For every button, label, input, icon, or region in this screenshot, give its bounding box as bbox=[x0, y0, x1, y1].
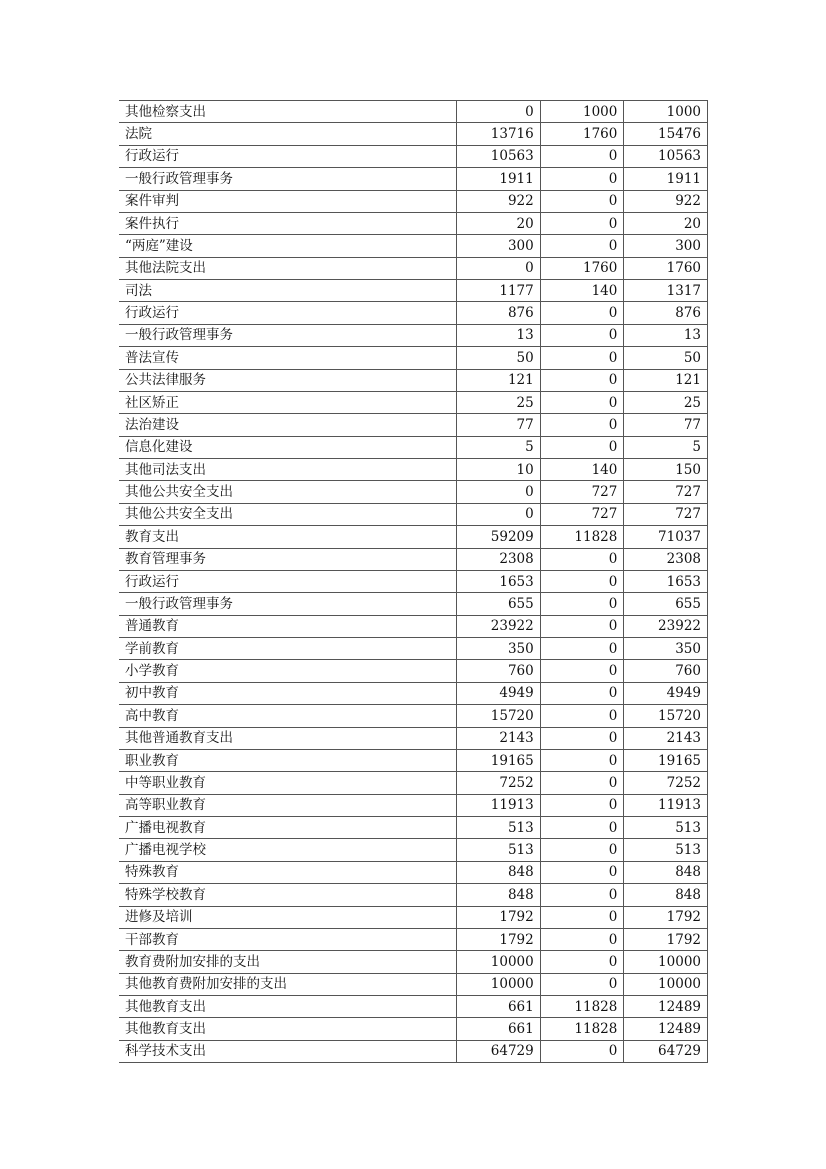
row-value-1-cell: 13 bbox=[457, 324, 541, 346]
row-value-2-cell: 0 bbox=[540, 951, 624, 973]
row-value-1-cell: 760 bbox=[457, 660, 541, 682]
row-value-2-cell: 0 bbox=[540, 928, 624, 950]
row-value-3-cell: 71037 bbox=[624, 526, 708, 548]
row-name-cell: 法院 bbox=[119, 123, 457, 145]
table-row bbox=[119, 996, 708, 1018]
row-value-1-cell: 661 bbox=[457, 996, 541, 1018]
table-row bbox=[119, 257, 708, 279]
table-row bbox=[119, 727, 708, 749]
row-value-2-cell: 0 bbox=[540, 145, 624, 167]
row-value-1-cell: 513 bbox=[457, 839, 541, 861]
row-value-2-cell: 11828 bbox=[540, 996, 624, 1018]
table-row bbox=[119, 436, 708, 458]
row-name-cell: 高等职业教育 bbox=[119, 794, 457, 816]
row-value-2-cell: 1000 bbox=[540, 101, 624, 123]
row-name-cell: 特殊教育 bbox=[119, 861, 457, 883]
row-value-2-cell: 0 bbox=[540, 212, 624, 234]
row-value-1-cell: 513 bbox=[457, 817, 541, 839]
row-value-3-cell: 1911 bbox=[624, 168, 708, 190]
row-value-3-cell: 121 bbox=[624, 369, 708, 391]
row-value-3-cell: 19165 bbox=[624, 749, 708, 771]
row-name-cell: 学前教育 bbox=[119, 638, 457, 660]
row-name-cell: 司法 bbox=[119, 280, 457, 302]
row-value-3-cell: 15720 bbox=[624, 705, 708, 727]
row-value-2-cell: 0 bbox=[540, 749, 624, 771]
row-value-3-cell: 848 bbox=[624, 884, 708, 906]
table-row bbox=[119, 190, 708, 212]
row-value-3-cell: 655 bbox=[624, 593, 708, 615]
table-row bbox=[119, 951, 708, 973]
row-value-1-cell: 121 bbox=[457, 369, 541, 391]
row-value-1-cell: 77 bbox=[457, 414, 541, 436]
table-row bbox=[119, 772, 708, 794]
row-value-2-cell: 0 bbox=[540, 705, 624, 727]
row-value-2-cell: 0 bbox=[540, 615, 624, 637]
row-value-2-cell: 1760 bbox=[540, 123, 624, 145]
row-value-3-cell: 876 bbox=[624, 302, 708, 324]
row-value-3-cell: 150 bbox=[624, 459, 708, 481]
table-row bbox=[119, 347, 708, 369]
table-row bbox=[119, 235, 708, 257]
row-name-cell: 信息化建设 bbox=[119, 436, 457, 458]
table-row bbox=[119, 839, 708, 861]
table-row bbox=[119, 817, 708, 839]
budget-table-body bbox=[119, 101, 708, 1063]
table-row bbox=[119, 145, 708, 167]
table-row bbox=[119, 570, 708, 592]
table-row bbox=[119, 884, 708, 906]
row-value-3-cell: 15476 bbox=[624, 123, 708, 145]
table-row bbox=[119, 280, 708, 302]
row-value-1-cell: 848 bbox=[457, 884, 541, 906]
budget-table bbox=[119, 100, 708, 1063]
row-value-3-cell: 1792 bbox=[624, 906, 708, 928]
table-row bbox=[119, 638, 708, 660]
row-value-3-cell: 727 bbox=[624, 481, 708, 503]
row-value-3-cell: 1317 bbox=[624, 280, 708, 302]
row-value-2-cell: 140 bbox=[540, 459, 624, 481]
row-value-2-cell: 0 bbox=[540, 302, 624, 324]
table-row bbox=[119, 705, 708, 727]
table-row bbox=[119, 302, 708, 324]
row-value-1-cell: 5 bbox=[457, 436, 541, 458]
row-value-3-cell: 5 bbox=[624, 436, 708, 458]
row-name-cell: 小学教育 bbox=[119, 660, 457, 682]
row-value-1-cell: 23922 bbox=[457, 615, 541, 637]
row-name-cell: 普通教育 bbox=[119, 615, 457, 637]
row-name-cell: 行政运行 bbox=[119, 145, 457, 167]
row-name-cell: 一般行政管理事务 bbox=[119, 593, 457, 615]
row-value-3-cell: 20 bbox=[624, 212, 708, 234]
row-value-1-cell: 0 bbox=[457, 481, 541, 503]
row-value-2-cell: 0 bbox=[540, 973, 624, 995]
row-value-2-cell: 0 bbox=[540, 660, 624, 682]
table-row bbox=[119, 682, 708, 704]
table-row bbox=[119, 324, 708, 346]
row-value-1-cell: 1911 bbox=[457, 168, 541, 190]
row-name-cell: 社区矫正 bbox=[119, 391, 457, 413]
row-value-1-cell: 1792 bbox=[457, 906, 541, 928]
row-value-2-cell: 11828 bbox=[540, 526, 624, 548]
row-value-1-cell: 300 bbox=[457, 235, 541, 257]
row-value-2-cell: 0 bbox=[540, 391, 624, 413]
row-value-1-cell: 10563 bbox=[457, 145, 541, 167]
row-value-2-cell: 0 bbox=[540, 682, 624, 704]
row-value-3-cell: 2143 bbox=[624, 727, 708, 749]
table-row bbox=[119, 615, 708, 637]
table-row bbox=[119, 928, 708, 950]
row-name-cell: 其他教育支出 bbox=[119, 1018, 457, 1040]
row-value-1-cell: 10000 bbox=[457, 951, 541, 973]
row-value-1-cell: 20 bbox=[457, 212, 541, 234]
table-row bbox=[119, 861, 708, 883]
row-value-2-cell: 0 bbox=[540, 861, 624, 883]
row-value-1-cell: 0 bbox=[457, 503, 541, 525]
row-name-cell: “两庭”建设 bbox=[119, 235, 457, 257]
row-name-cell: 案件审判 bbox=[119, 190, 457, 212]
row-name-cell: 教育支出 bbox=[119, 526, 457, 548]
row-name-cell: 其他普通教育支出 bbox=[119, 727, 457, 749]
row-value-2-cell: 0 bbox=[540, 570, 624, 592]
row-value-1-cell: 655 bbox=[457, 593, 541, 615]
row-name-cell: 特殊学校教育 bbox=[119, 884, 457, 906]
row-value-3-cell: 350 bbox=[624, 638, 708, 660]
row-value-3-cell: 513 bbox=[624, 817, 708, 839]
row-value-1-cell: 19165 bbox=[457, 749, 541, 771]
row-name-cell: 行政运行 bbox=[119, 570, 457, 592]
table-row bbox=[119, 548, 708, 570]
table-row bbox=[119, 459, 708, 481]
row-value-3-cell: 1792 bbox=[624, 928, 708, 950]
row-name-cell: 初中教育 bbox=[119, 682, 457, 704]
table-row bbox=[119, 973, 708, 995]
row-name-cell: 高中教育 bbox=[119, 705, 457, 727]
row-name-cell: 其他检察支出 bbox=[119, 101, 457, 123]
row-value-3-cell: 1000 bbox=[624, 101, 708, 123]
row-name-cell: 其他教育费附加安排的支出 bbox=[119, 973, 457, 995]
row-value-1-cell: 4949 bbox=[457, 682, 541, 704]
row-value-1-cell: 876 bbox=[457, 302, 541, 324]
row-value-2-cell: 0 bbox=[540, 1040, 624, 1062]
row-value-3-cell: 760 bbox=[624, 660, 708, 682]
table-row bbox=[119, 503, 708, 525]
table-row bbox=[119, 906, 708, 928]
row-value-1-cell: 0 bbox=[457, 101, 541, 123]
row-name-cell: 广播电视教育 bbox=[119, 817, 457, 839]
row-name-cell: 其他法院支出 bbox=[119, 257, 457, 279]
row-value-1-cell: 11913 bbox=[457, 794, 541, 816]
row-value-2-cell: 1760 bbox=[540, 257, 624, 279]
table-row bbox=[119, 526, 708, 548]
row-name-cell: 其他公共安全支出 bbox=[119, 481, 457, 503]
row-value-1-cell: 1653 bbox=[457, 570, 541, 592]
row-value-3-cell: 848 bbox=[624, 861, 708, 883]
row-value-3-cell: 4949 bbox=[624, 682, 708, 704]
row-value-1-cell: 64729 bbox=[457, 1040, 541, 1062]
row-value-2-cell: 0 bbox=[540, 414, 624, 436]
row-value-2-cell: 0 bbox=[540, 772, 624, 794]
row-name-cell: 行政运行 bbox=[119, 302, 457, 324]
table-row bbox=[119, 414, 708, 436]
row-value-1-cell: 13716 bbox=[457, 123, 541, 145]
table-row bbox=[119, 391, 708, 413]
row-value-1-cell: 10000 bbox=[457, 973, 541, 995]
row-name-cell: 中等职业教育 bbox=[119, 772, 457, 794]
row-name-cell: 普法宣传 bbox=[119, 347, 457, 369]
row-name-cell: 职业教育 bbox=[119, 749, 457, 771]
row-value-2-cell: 0 bbox=[540, 168, 624, 190]
row-value-2-cell: 0 bbox=[540, 727, 624, 749]
row-value-3-cell: 7252 bbox=[624, 772, 708, 794]
row-value-3-cell: 64729 bbox=[624, 1040, 708, 1062]
row-value-2-cell: 0 bbox=[540, 884, 624, 906]
row-value-3-cell: 25 bbox=[624, 391, 708, 413]
row-value-3-cell: 300 bbox=[624, 235, 708, 257]
row-value-2-cell: 0 bbox=[540, 839, 624, 861]
row-value-3-cell: 77 bbox=[624, 414, 708, 436]
row-value-2-cell: 0 bbox=[540, 906, 624, 928]
row-value-3-cell: 727 bbox=[624, 503, 708, 525]
table-row bbox=[119, 481, 708, 503]
table-row bbox=[119, 593, 708, 615]
row-value-2-cell: 727 bbox=[540, 481, 624, 503]
row-value-3-cell: 10000 bbox=[624, 951, 708, 973]
row-value-2-cell: 11828 bbox=[540, 1018, 624, 1040]
row-value-2-cell: 0 bbox=[540, 324, 624, 346]
row-value-1-cell: 50 bbox=[457, 347, 541, 369]
row-value-1-cell: 2143 bbox=[457, 727, 541, 749]
row-name-cell: 科学技术支出 bbox=[119, 1040, 457, 1062]
row-value-3-cell: 11913 bbox=[624, 794, 708, 816]
row-name-cell: 干部教育 bbox=[119, 928, 457, 950]
row-name-cell: 其他教育支出 bbox=[119, 996, 457, 1018]
row-name-cell: 一般行政管理事务 bbox=[119, 168, 457, 190]
row-value-2-cell: 0 bbox=[540, 190, 624, 212]
row-name-cell: 进修及培训 bbox=[119, 906, 457, 928]
row-name-cell: 法治建设 bbox=[119, 414, 457, 436]
row-value-2-cell: 0 bbox=[540, 436, 624, 458]
row-value-3-cell: 12489 bbox=[624, 1018, 708, 1040]
row-value-1-cell: 1792 bbox=[457, 928, 541, 950]
row-name-cell: 其他公共安全支出 bbox=[119, 503, 457, 525]
row-value-1-cell: 350 bbox=[457, 638, 541, 660]
row-value-3-cell: 2308 bbox=[624, 548, 708, 570]
row-value-3-cell: 1760 bbox=[624, 257, 708, 279]
row-name-cell: 案件执行 bbox=[119, 212, 457, 234]
table-row bbox=[119, 749, 708, 771]
row-value-1-cell: 2308 bbox=[457, 548, 541, 570]
row-value-3-cell: 13 bbox=[624, 324, 708, 346]
row-value-1-cell: 10 bbox=[457, 459, 541, 481]
table-row bbox=[119, 101, 708, 123]
table-row bbox=[119, 123, 708, 145]
row-value-2-cell: 0 bbox=[540, 548, 624, 570]
row-value-2-cell: 0 bbox=[540, 369, 624, 391]
row-name-cell: 广播电视学校 bbox=[119, 839, 457, 861]
row-value-3-cell: 23922 bbox=[624, 615, 708, 637]
table-row bbox=[119, 794, 708, 816]
table-row bbox=[119, 1018, 708, 1040]
row-name-cell: 一般行政管理事务 bbox=[119, 324, 457, 346]
row-value-3-cell: 10000 bbox=[624, 973, 708, 995]
table-row bbox=[119, 212, 708, 234]
row-value-2-cell: 0 bbox=[540, 638, 624, 660]
row-value-2-cell: 140 bbox=[540, 280, 624, 302]
table-row bbox=[119, 1040, 708, 1062]
row-value-2-cell: 0 bbox=[540, 593, 624, 615]
row-value-1-cell: 661 bbox=[457, 1018, 541, 1040]
row-value-3-cell: 50 bbox=[624, 347, 708, 369]
row-value-1-cell: 1177 bbox=[457, 280, 541, 302]
row-value-3-cell: 1653 bbox=[624, 570, 708, 592]
row-value-2-cell: 727 bbox=[540, 503, 624, 525]
row-name-cell: 教育管理事务 bbox=[119, 548, 457, 570]
row-value-2-cell: 0 bbox=[540, 347, 624, 369]
table-row bbox=[119, 168, 708, 190]
row-value-3-cell: 513 bbox=[624, 839, 708, 861]
row-value-1-cell: 15720 bbox=[457, 705, 541, 727]
row-name-cell: 教育费附加安排的支出 bbox=[119, 951, 457, 973]
row-value-1-cell: 7252 bbox=[457, 772, 541, 794]
row-value-2-cell: 0 bbox=[540, 817, 624, 839]
row-value-3-cell: 922 bbox=[624, 190, 708, 212]
row-value-1-cell: 922 bbox=[457, 190, 541, 212]
table-row bbox=[119, 369, 708, 391]
table-row bbox=[119, 660, 708, 682]
row-value-3-cell: 10563 bbox=[624, 145, 708, 167]
row-value-1-cell: 25 bbox=[457, 391, 541, 413]
row-value-3-cell: 12489 bbox=[624, 996, 708, 1018]
row-value-1-cell: 848 bbox=[457, 861, 541, 883]
row-name-cell: 其他司法支出 bbox=[119, 459, 457, 481]
row-value-1-cell: 59209 bbox=[457, 526, 541, 548]
row-value-1-cell: 0 bbox=[457, 257, 541, 279]
row-name-cell: 公共法律服务 bbox=[119, 369, 457, 391]
row-value-2-cell: 0 bbox=[540, 794, 624, 816]
row-value-2-cell: 0 bbox=[540, 235, 624, 257]
